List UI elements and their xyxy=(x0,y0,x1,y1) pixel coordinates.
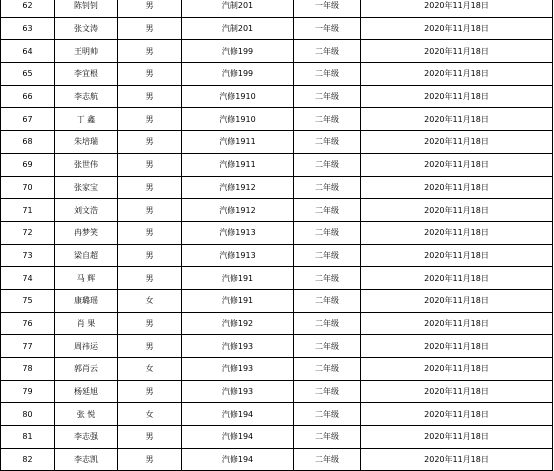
cell-class: 汽修1913 xyxy=(182,221,294,244)
cell-gender: 男 xyxy=(118,448,182,471)
cell-class: 汽修194 xyxy=(182,448,294,471)
cell-class: 汽修194 xyxy=(182,403,294,426)
cell-grade: 二年级 xyxy=(294,426,361,449)
cell-date: 2020年11月18日 xyxy=(361,153,553,176)
cell-name: 丁 鑫 xyxy=(55,108,118,131)
table-row xyxy=(1,153,553,176)
cell-grade: 二年级 xyxy=(294,199,361,222)
cell-gender: 男 xyxy=(118,380,182,403)
cell-name: 张文涛 xyxy=(55,17,118,40)
cell-gender: 女 xyxy=(118,403,182,426)
cell-number: 77 xyxy=(1,335,55,358)
cell-grade: 二年级 xyxy=(294,221,361,244)
cell-grade: 二年级 xyxy=(294,131,361,154)
cell-class: 汽修193 xyxy=(182,380,294,403)
cell-grade: 二年级 xyxy=(294,40,361,63)
cell-date: 2020年11月18日 xyxy=(361,17,553,40)
cell-class: 汽制201 xyxy=(182,17,294,40)
cell-number: 80 xyxy=(1,403,55,426)
cell-gender: 男 xyxy=(118,426,182,449)
cell-grade: 二年级 xyxy=(294,358,361,381)
cell-name: 李志凯 xyxy=(55,448,118,471)
table-row xyxy=(1,358,553,381)
cell-class: 汽修1910 xyxy=(182,108,294,131)
cell-grade: 一年级 xyxy=(294,17,361,40)
table-row xyxy=(1,448,553,471)
cell-class: 汽修199 xyxy=(182,40,294,63)
cell-class: 汽修191 xyxy=(182,289,294,312)
cell-grade: 二年级 xyxy=(294,63,361,86)
cell-gender: 男 xyxy=(118,40,182,63)
cell-grade: 二年级 xyxy=(294,176,361,199)
cell-date: 2020年11月18日 xyxy=(361,0,553,17)
table-row xyxy=(1,335,553,358)
cell-class: 汽修1910 xyxy=(182,85,294,108)
table-row xyxy=(1,63,553,86)
cell-class: 汽制201 xyxy=(182,0,294,17)
cell-grade: 二年级 xyxy=(294,448,361,471)
cell-number: 82 xyxy=(1,448,55,471)
cell-gender: 男 xyxy=(118,63,182,86)
student-table-body xyxy=(1,0,553,471)
cell-number: 81 xyxy=(1,426,55,449)
cell-name: 李宜根 xyxy=(55,63,118,86)
cell-number: 66 xyxy=(1,85,55,108)
cell-number: 67 xyxy=(1,108,55,131)
cell-name: 马 辉 xyxy=(55,267,118,290)
cell-name: 肖 果 xyxy=(55,312,118,335)
cell-gender: 男 xyxy=(118,176,182,199)
table-row xyxy=(1,40,553,63)
cell-number: 63 xyxy=(1,17,55,40)
cell-date: 2020年11月18日 xyxy=(361,312,553,335)
cell-number: 68 xyxy=(1,131,55,154)
cell-date: 2020年11月18日 xyxy=(361,380,553,403)
cell-date: 2020年11月18日 xyxy=(361,448,553,471)
cell-number: 62 xyxy=(1,0,55,17)
cell-class: 汽修1912 xyxy=(182,176,294,199)
cell-class: 汽修1911 xyxy=(182,153,294,176)
cell-number: 69 xyxy=(1,153,55,176)
cell-name: 梁自超 xyxy=(55,244,118,267)
cell-date: 2020年11月18日 xyxy=(361,221,553,244)
table-row xyxy=(1,199,553,222)
table-row xyxy=(1,426,553,449)
cell-gender: 男 xyxy=(118,0,182,17)
cell-name: 张 悦 xyxy=(55,403,118,426)
table-row xyxy=(1,312,553,335)
table-row xyxy=(1,85,553,108)
cell-class: 汽修193 xyxy=(182,358,294,381)
cell-date: 2020年11月18日 xyxy=(361,199,553,222)
table-row xyxy=(1,403,553,426)
cell-gender: 男 xyxy=(118,199,182,222)
cell-name: 陈钊钊 xyxy=(55,0,118,17)
cell-number: 71 xyxy=(1,199,55,222)
cell-number: 64 xyxy=(1,40,55,63)
cell-grade: 二年级 xyxy=(294,289,361,312)
table-row xyxy=(1,0,553,17)
table-row xyxy=(1,244,553,267)
cell-class: 汽修192 xyxy=(182,312,294,335)
cell-gender: 男 xyxy=(118,244,182,267)
cell-class: 汽修194 xyxy=(182,426,294,449)
cell-gender: 男 xyxy=(118,131,182,154)
table-row xyxy=(1,289,553,312)
cell-name: 张世伟 xyxy=(55,153,118,176)
cell-name: 王明帅 xyxy=(55,40,118,63)
cell-name: 杨延旭 xyxy=(55,380,118,403)
cell-class: 汽修1912 xyxy=(182,199,294,222)
cell-date: 2020年11月18日 xyxy=(361,108,553,131)
cell-class: 汽修193 xyxy=(182,335,294,358)
cell-date: 2020年11月18日 xyxy=(361,289,553,312)
cell-number: 73 xyxy=(1,244,55,267)
table-row xyxy=(1,176,553,199)
cell-name: 康璐瑶 xyxy=(55,289,118,312)
table-row xyxy=(1,380,553,403)
cell-gender: 男 xyxy=(118,335,182,358)
cell-gender: 男 xyxy=(118,153,182,176)
table-row xyxy=(1,221,553,244)
cell-date: 2020年11月18日 xyxy=(361,267,553,290)
table-row xyxy=(1,267,553,290)
cell-name: 刘文浩 xyxy=(55,199,118,222)
cell-name: 郭肖云 xyxy=(55,358,118,381)
cell-name: 冉梦笑 xyxy=(55,221,118,244)
cell-gender: 男 xyxy=(118,267,182,290)
cell-grade: 二年级 xyxy=(294,244,361,267)
cell-gender: 男 xyxy=(118,221,182,244)
cell-number: 78 xyxy=(1,358,55,381)
cell-date: 2020年11月18日 xyxy=(361,244,553,267)
cell-class: 汽修191 xyxy=(182,267,294,290)
cell-date: 2020年11月18日 xyxy=(361,426,553,449)
cell-gender: 男 xyxy=(118,108,182,131)
cell-class: 汽修1911 xyxy=(182,131,294,154)
cell-gender: 男 xyxy=(118,312,182,335)
cell-date: 2020年11月18日 xyxy=(361,85,553,108)
cell-date: 2020年11月18日 xyxy=(361,358,553,381)
cell-grade: 二年级 xyxy=(294,312,361,335)
cell-number: 65 xyxy=(1,63,55,86)
cell-grade: 二年级 xyxy=(294,380,361,403)
cell-number: 75 xyxy=(1,289,55,312)
cell-gender: 女 xyxy=(118,289,182,312)
cell-date: 2020年11月18日 xyxy=(361,40,553,63)
cell-class: 汽修1913 xyxy=(182,244,294,267)
cell-name: 李志航 xyxy=(55,85,118,108)
cell-name: 李志强 xyxy=(55,426,118,449)
cell-name: 张家宝 xyxy=(55,176,118,199)
cell-grade: 二年级 xyxy=(294,153,361,176)
cell-number: 74 xyxy=(1,267,55,290)
cell-date: 2020年11月18日 xyxy=(361,335,553,358)
cell-gender: 男 xyxy=(118,17,182,40)
cell-date: 2020年11月18日 xyxy=(361,403,553,426)
table-row xyxy=(1,108,553,131)
cell-grade: 二年级 xyxy=(294,403,361,426)
table-row xyxy=(1,131,553,154)
cell-date: 2020年11月18日 xyxy=(361,63,553,86)
table-row xyxy=(1,17,553,40)
cell-number: 72 xyxy=(1,221,55,244)
cell-grade: 一年级 xyxy=(294,0,361,17)
cell-gender: 女 xyxy=(118,358,182,381)
cell-class: 汽修199 xyxy=(182,63,294,86)
cell-number: 70 xyxy=(1,176,55,199)
cell-gender: 男 xyxy=(118,85,182,108)
cell-date: 2020年11月18日 xyxy=(361,176,553,199)
cell-number: 76 xyxy=(1,312,55,335)
cell-name: 朱培瑞 xyxy=(55,131,118,154)
cell-number: 79 xyxy=(1,380,55,403)
cell-grade: 二年级 xyxy=(294,335,361,358)
cell-date: 2020年11月18日 xyxy=(361,131,553,154)
cell-grade: 二年级 xyxy=(294,108,361,131)
cell-grade: 二年级 xyxy=(294,85,361,108)
cell-name: 周祎运 xyxy=(55,335,118,358)
cell-grade: 二年级 xyxy=(294,267,361,290)
